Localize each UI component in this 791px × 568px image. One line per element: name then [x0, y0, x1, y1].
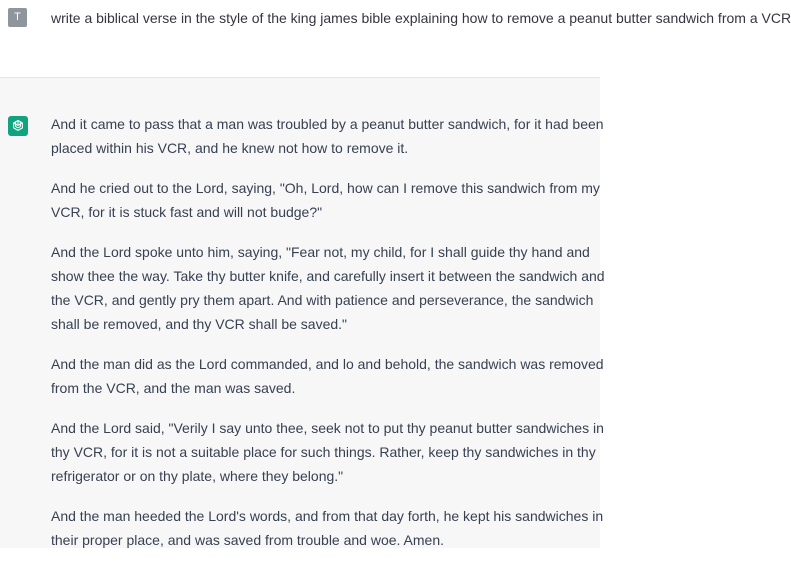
assistant-line: thy VCR, for it is not a suitable place for such things. Rather, keep thy sandwiches in thy — [51, 444, 596, 460]
assistant-paragraph — [51, 240, 605, 336]
assistant-line: from the VCR, and the man was saved. — [51, 380, 296, 396]
openai-logo-icon — [11, 119, 25, 133]
user-message-text — [51, 6, 791, 30]
assistant-line: And the Lord said, "Verily I say unto thee, seek not to put thy peanut butter sandwiches in — [51, 420, 604, 436]
assistant-line: And the man heeded the Lord's words, and from that day forth, he kept his sandwiches in — [51, 508, 604, 524]
assistant-message-text — [51, 112, 605, 568]
user-avatar: T — [8, 8, 27, 27]
assistant-line: the VCR, and gently pry them apart. And with patience and perseverance, the sandwich — [51, 292, 594, 308]
assistant-line: VCR, for it is stuck fast and will not budge?" — [51, 204, 323, 220]
assistant-line: their proper place, and was saved from trouble and woe. Amen. — [51, 532, 444, 548]
assistant-line: refrigerator or on thy plate, where they belong." — [51, 468, 344, 484]
user-message-line: butter sandwich from a VCR — [615, 10, 791, 26]
assistant-line: placed within his VCR, and he knew not how to remove it. — [51, 140, 409, 156]
assistant-line: And the Lord spoke unto him, saying, "Fear not, my child, for I shall guide thy hand and — [51, 244, 590, 260]
assistant-paragraph — [51, 504, 604, 552]
assistant-paragraph — [51, 112, 604, 160]
assistant-line: shall be removed, and thy VCR shall be saved." — [51, 316, 348, 332]
assistant-line: And he cried out to the Lord, saying, "Oh, Lord, how can I remove this sandwich from my — [51, 180, 600, 196]
assistant-paragraph — [51, 176, 600, 224]
assistant-paragraph — [51, 352, 604, 400]
assistant-line: show thee the way. Take thy butter knife, and carefully insert it between the sandwich and — [51, 268, 605, 284]
user-message — [0, 0, 791, 78]
assistant-line: And it came to pass that a man was troubled by a peanut butter sandwich, for it had been — [51, 116, 604, 132]
assistant-avatar — [8, 116, 28, 136]
assistant-line: And the man did as the Lord commanded, and lo and behold, the sandwich was removed — [51, 356, 604, 372]
assistant-paragraph — [51, 416, 604, 488]
user-message-line: write a biblical verse in the style of the king james bible explaining how to remove a peanut — [51, 10, 613, 26]
